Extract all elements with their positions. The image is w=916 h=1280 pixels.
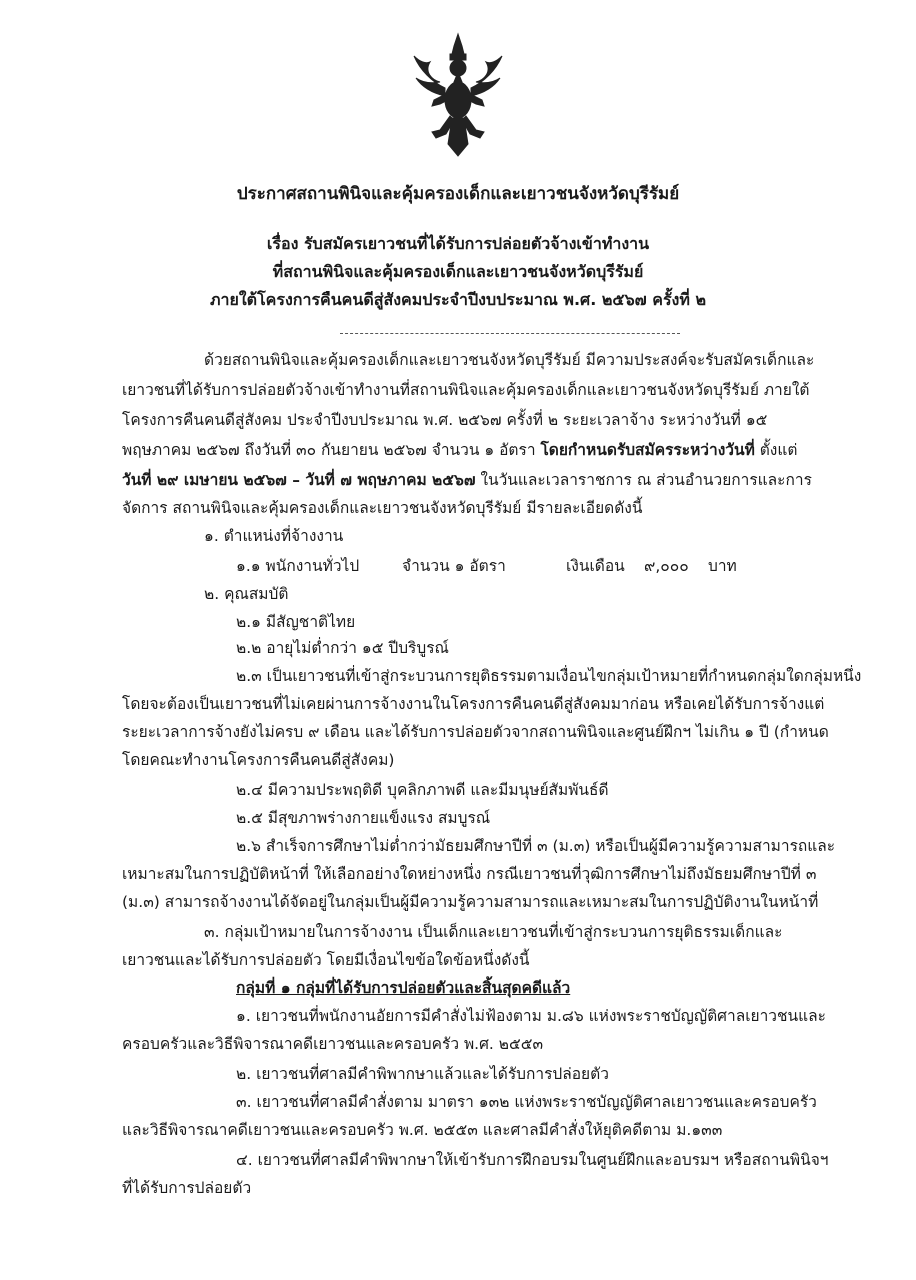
qualification-5: ๒.๕ มีสุขภาพร่างกายแข็งแรง สมบูรณ์ xyxy=(236,809,491,827)
group-item-4-line-1: ๔. เยาวชนที่ศาลมีคำพิพากษาให้เข้ารับการฝึกอบรมในศูนย์ฝึกและอบรมฯ หรือสถานพินิจฯ xyxy=(236,1151,829,1169)
qualification-3-line-2: โดยจะต้องเป็นเยาวชนที่ไม่เคยผ่านการจ้างงานในโครงการคืนคนดีสู่สังคมมาก่อน หรือเคยได้รับการจ้างแต่ xyxy=(122,695,825,713)
garuda-emblem xyxy=(410,32,506,158)
qualification-2: ๒.๒ อายุไม่ต่ำกว่า ๑๕ ปีบริบูรณ์ xyxy=(236,639,449,657)
qualification-3-line-3: ระยะเวลาการจ้างยังไม่ครบ ๙ เดือน และได้รับการปล่อยตัวจากสถานพินิจและศูนย์ฝึกฯ ไม่เกิน ๑ ปี (กำหนด xyxy=(122,723,829,741)
intro-line-4 xyxy=(122,440,797,460)
intro-line-5 xyxy=(122,470,812,490)
section1-heading: ๑. ตำแหน่งที่จ้างงาน xyxy=(204,527,344,545)
salary-value: ๙,๐๐๐ xyxy=(644,557,689,575)
subject-line-2: ที่สถานพินิจและคุ้มครองเด็กและเยาวชนจังหวัดบุรีรัมย์ xyxy=(272,262,644,281)
subject-line-1: เรื่อง รับสมัครเยาวชนที่ได้รับการปล่อยตัวจ้างเข้าทำงาน xyxy=(266,234,650,253)
intro-line-3: โครงการคืนคนดีสู่สังคม ประจำปีงบประมาณ พ.ศ. ๒๕๖๗ ครั้งที่ ๒ ระยะเวลาจ้าง ระหว่างวันที่ ๑๕ xyxy=(122,411,768,429)
salary-unit: บาท xyxy=(708,557,737,575)
position-name: ๑.๑ พนักงานทั่วไป xyxy=(236,557,360,575)
page-title: ประกาศสถานพินิจและคุ้มครองเด็กและเยาวชนจังหวัดบุรีรัมย์ xyxy=(236,184,680,204)
intro-line-5a: วันที่ ๒๙ เมษายน ๒๕๖๗ – วันที่ ๗ พฤษภาคม ๒๕๖๗ xyxy=(122,471,476,489)
group-item-3-line-2: และวิธีพิจารณาคดีเยาวชนและครอบครัว พ.ศ. ๒๕๕๓ และศาลมีคำสั่งให้ยุติคดีตาม ม.๑๓๓ xyxy=(122,1121,723,1139)
intro-line-4c: ตั้งแต่ xyxy=(754,441,798,459)
qualification-3-line-4: โดยคณะทำงานโครงการคืนคนดีสู่สังคม) xyxy=(122,751,395,769)
intro-line-1: ด้วยสถานพินิจและคุ้มครองเด็กและเยาวชนจังหวัดบุรีรัมย์ มีความประสงค์จะรับสมัครเด็กและ xyxy=(204,351,815,369)
group-item-1-line-1: ๑. เยาวชนที่พนักงานอัยการมีคำสั่งไม่ฟ้องตาม ม.๘๖ แห่งพระราชบัญญัติศาลเยาวชนและ xyxy=(236,1007,826,1025)
section2-heading: ๒. คุณสมบัติ xyxy=(204,585,289,603)
group-item-1-line-2: ครอบครัวและวิธีพิจารณาคดีเยาวชนและครอบครัว พ.ศ. ๒๕๕๓ xyxy=(122,1035,544,1053)
subject-line-3: ภายใต้โครงการคืนคนดีสู่สังคมประจำปีงบประมาณ พ.ศ. ๒๕๖๗ ครั้งที่ ๒ xyxy=(209,290,707,309)
qualification-6-line-2: เหมาะสมในการปฏิบัติหน้าที่ ให้เลือกอย่างใดหย่างหนึ่ง กรณีเยาวชนที่วุฒิการศึกษาไม่ถึงมัธยมศึกษาปีที่ ๓ xyxy=(122,865,817,883)
salary-label: เงินเดือน xyxy=(566,557,625,575)
divider xyxy=(340,333,680,334)
group-item-3-line-1: ๓. เยาวชนที่ศาลมีคำสั่งตาม มาตรา ๑๓๒ แห่งพระราชบัญญัติศาลเยาวชนและครอบครัว xyxy=(236,1093,817,1111)
position-count: จำนวน ๑ อัตรา xyxy=(402,557,506,575)
group1-heading: กลุ่มที่ ๑ กลุ่มที่ได้รับการปล่อยตัวและสิ้นสุดคดีแล้ว xyxy=(236,979,571,997)
intro-line-2: เยาวชนที่ได้รับการปล่อยตัวจ้างเข้าทำงานที่สถานพินิจและคุ้มครองเด็กและเยาวชนจังหวัดบุรีรัมย์ ภายใต้ xyxy=(122,381,810,399)
qualification-6-line-3: (ม.๓) สามารถจ้างงานได้จัดอยู่ในกลุ่มเป็นผู้มีความรู้ความสามารถและเหมาะสมในการปฏิบัติงานในหน้าที่ xyxy=(122,893,819,911)
intro-line-6: จัดการ สถานพินิจและคุ้มครองเด็กและเยาวชนจังหวัดบุรีรัมย์ มีรายละเอียดดังนี้ xyxy=(122,499,643,517)
section3-line-2: เยาวชนและได้รับการปล่อยตัว โดยมีเงื่อนไขข้อใดข้อหนึ่งดังนี้ xyxy=(122,951,530,969)
qualification-3-line-1: ๒.๓ เป็นเยาวชนที่เข้าสู่กระบวนการยุติธรรมตามเงื่อนไขกลุ่มเป้าหมายที่กำหนดกลุ่มใดกลุ่มหนึ่ง xyxy=(236,667,862,685)
group-item-2: ๒. เยาวชนที่ศาลมีคำพิพากษาแล้วและได้รับการปล่อยตัว xyxy=(236,1065,609,1083)
qualification-1: ๒.๑ มีสัญชาติไทย xyxy=(236,613,356,631)
intro-line-5b: ในวันและเวลาราชการ ณ ส่วนอำนวยการและการ xyxy=(475,471,812,489)
qualification-4: ๒.๔ มีความประพฤติดี บุคลิกภาพดี และมีมนุษย์สัมพันธ์ดี xyxy=(236,781,609,799)
section3-line-1: ๓. กลุ่มเป้าหมายในการจ้างงาน เป็นเด็กและเยาวชนที่เข้าสู่กระบวนการยุติธรรมเด็กและ xyxy=(204,923,783,941)
group-item-4-line-2: ที่ได้รับการปล่อยตัว xyxy=(122,1179,252,1197)
intro-line-4a: พฤษภาคม ๒๕๖๗ ถึงวันที่ ๓๐ กันยายน ๒๕๖๗ จำนวน ๑ อัตรา xyxy=(122,441,541,459)
qualification-6-line-1: ๒.๖ สำเร็จการศึกษาไม่ต่ำกว่ามัธยมศึกษาปีที่ ๓ (ม.๓) หรือเป็นผู้มีความรู้ความสามารถและ xyxy=(236,837,836,855)
intro-line-4b: โดยกำหนดรับสมัครระหว่างวันที่ xyxy=(540,441,755,459)
